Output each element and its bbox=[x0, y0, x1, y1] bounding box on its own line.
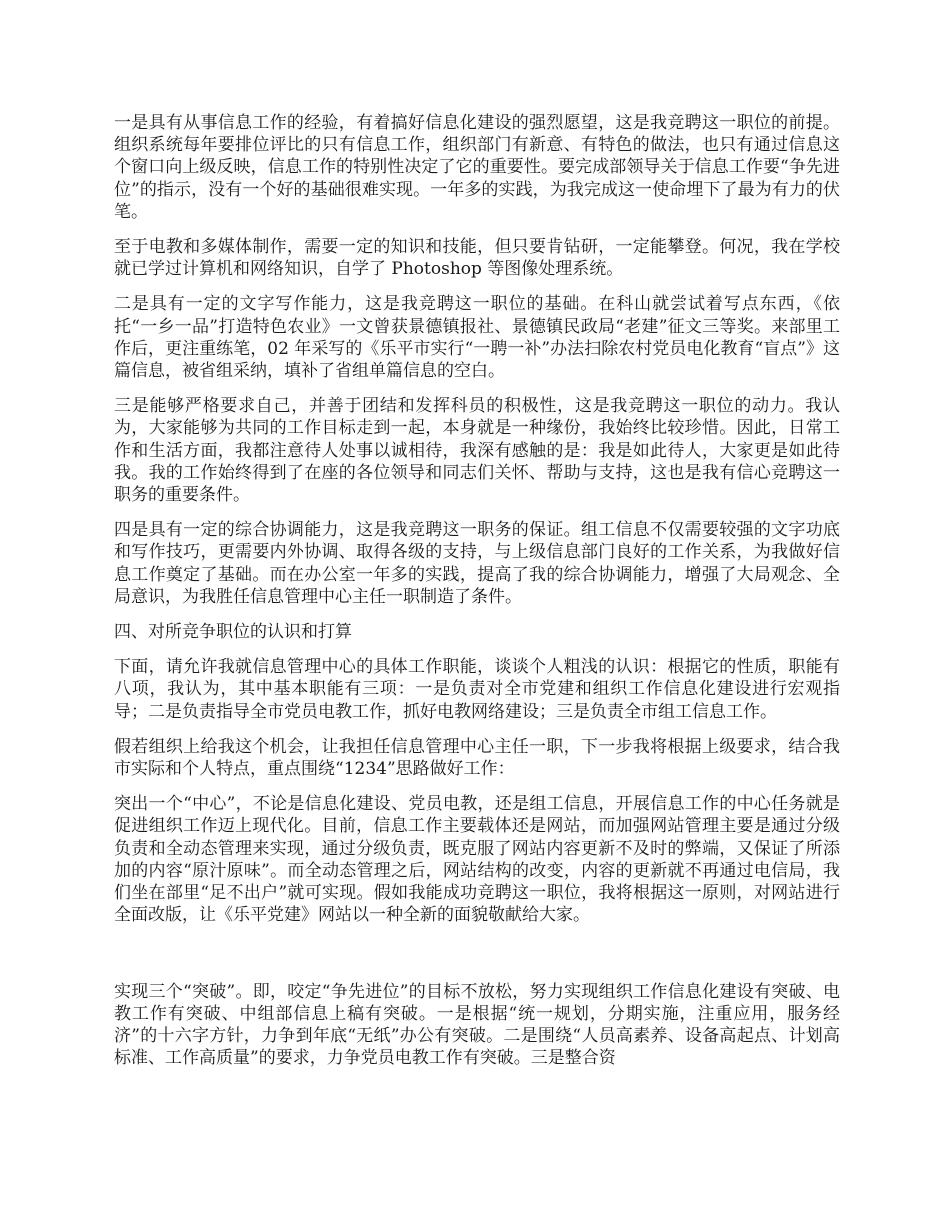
paragraph-self-discipline: 三是能够严格要求自己，并善于团结和发挥科员的积极性，这是我竞聘这一职位的动力。我认为，大家能够为共同的工作目标走到一起，本身就是一种缘份，我始终比较珍惜。因此，日常工作和生活方面，我都注意待人处事以诚相待，我深有感触的是：我是如此待人，大家更是如此待我。我的工作始终得到了在座的各位领导和同志们关怀、帮助与支持，这也是我有信心竞聘这一职务的重要条件。 bbox=[114, 396, 840, 506]
paragraph-coordination: 四是具有一定的综合协调能力，这是我竞聘这一职务的保证。组工信息不仅需要较强的文字功底和写作技巧，更需要内外协调、取得各级的支持，与上级信息部门良好的工作关系，为我做好信息工作奠定了基础。而在办公室一年多的实践，提高了我的综合协调能力，增强了大局观念、全局意识，为我胜任信息管理中心主任一职制造了条件。 bbox=[114, 520, 840, 607]
paragraph-plan-intro: 假若组织上给我这个机会，让我担任信息管理中心主任一职，下一步我将根据上级要求，结合我市实际和个人特点，重点围绕“1234”思路做好工作： bbox=[114, 736, 840, 780]
document-page bbox=[114, 112, 840, 1082]
paragraph-writing-ability: 二是具有一定的文字写作能力，这是我竞聘这一职位的基础。在科山就尝试着写点东西，《依托“一乡一品”打造特色农业》一文曾获景德镇报社、景德镇民政局“老建”征文三等奖。来部里工作后，更注重练笔，02 年采写的《乐平市实行“一聘一补”办法扫除农村党员电化教育“盲点”》这篇信息，被省组采纳，填补了省组单篇信息的空白。 bbox=[114, 294, 840, 382]
paragraph-three-breakthroughs: 实现三个“突破”。即，咬定“争先进位”的目标不放松，努力实现组织工作信息化建设有突破、电教工作有突破、中组部信息上稿有突破。一是根据“统一规划，分期实施，注重应用，服务经济”的十六字方针，力争到年底“无纸”办公有突破。二是围绕“人员高素养、设备高起点、计划高标准、工作高质量”的要求，力争党员电教工作有突破。三是整合资 bbox=[114, 981, 840, 1069]
paragraph-experience: 一是具有从事信息工作的经验，有着搞好信息化建设的强烈愿望，这是我竞聘这一职位的前提。组织系统每年要排位评比的只有信息工作，组织部门有新意、有特色的做法，也只有通过信息这个窗口向上级反映，信息工作的特别性决定了它的重要性。要完成部领导关于信息工作要“争先进位”的指示，没有一个好的基础很难实现。一年多的实践，为我完成这一使命埋下了最为有力的伏笔。 bbox=[114, 113, 840, 222]
paragraph-one-center: 突出一个“中心”，不论是信息化建设、党员电教，还是组工信息，开展信息工作的中心任务就是促进组织工作迈上现代化。目前，信息工作主要载体还是网站，而加强网站管理主要是通过分级负责和全动态管理来实现，通过分级负责，既克服了网站内容更新不及时的弊端，又保证了所添加的内容“原汁原味”。而全动态管理之后，网站结构的改变，内容的更新就不再通过电信局，我们坐在部里“足不出户”就可实现。假如我能成功竞聘这一职位，我将根据这一原则，对网站进行全面改版，让《乐平党建》网站以一种全新的面貌敬献给大家。 bbox=[114, 794, 840, 926]
paragraph-job-functions: 下面，请允许我就信息管理中心的具体工作职能，谈谈个人粗浅的认识：根据它的性质，职能有八项，我认为，其中基本职能有三项：一是负责对全市党建和组织工作信息化建设进行宏观指导；二是负责指导全市党员电教工作，抓好电教网络建设；三是负责全市组工信息工作。 bbox=[114, 657, 840, 722]
paragraph-multimedia: 至于电教和多媒体制作，需要一定的知识和技能，但只要肯钻研，一定能攀登。何况，我在学校就已学过计算机和网络知识，自学了 Photoshop 等图像处理系统。 bbox=[114, 237, 840, 280]
section-heading: 四、对所竞争职位的认识和打算 bbox=[114, 622, 352, 643]
